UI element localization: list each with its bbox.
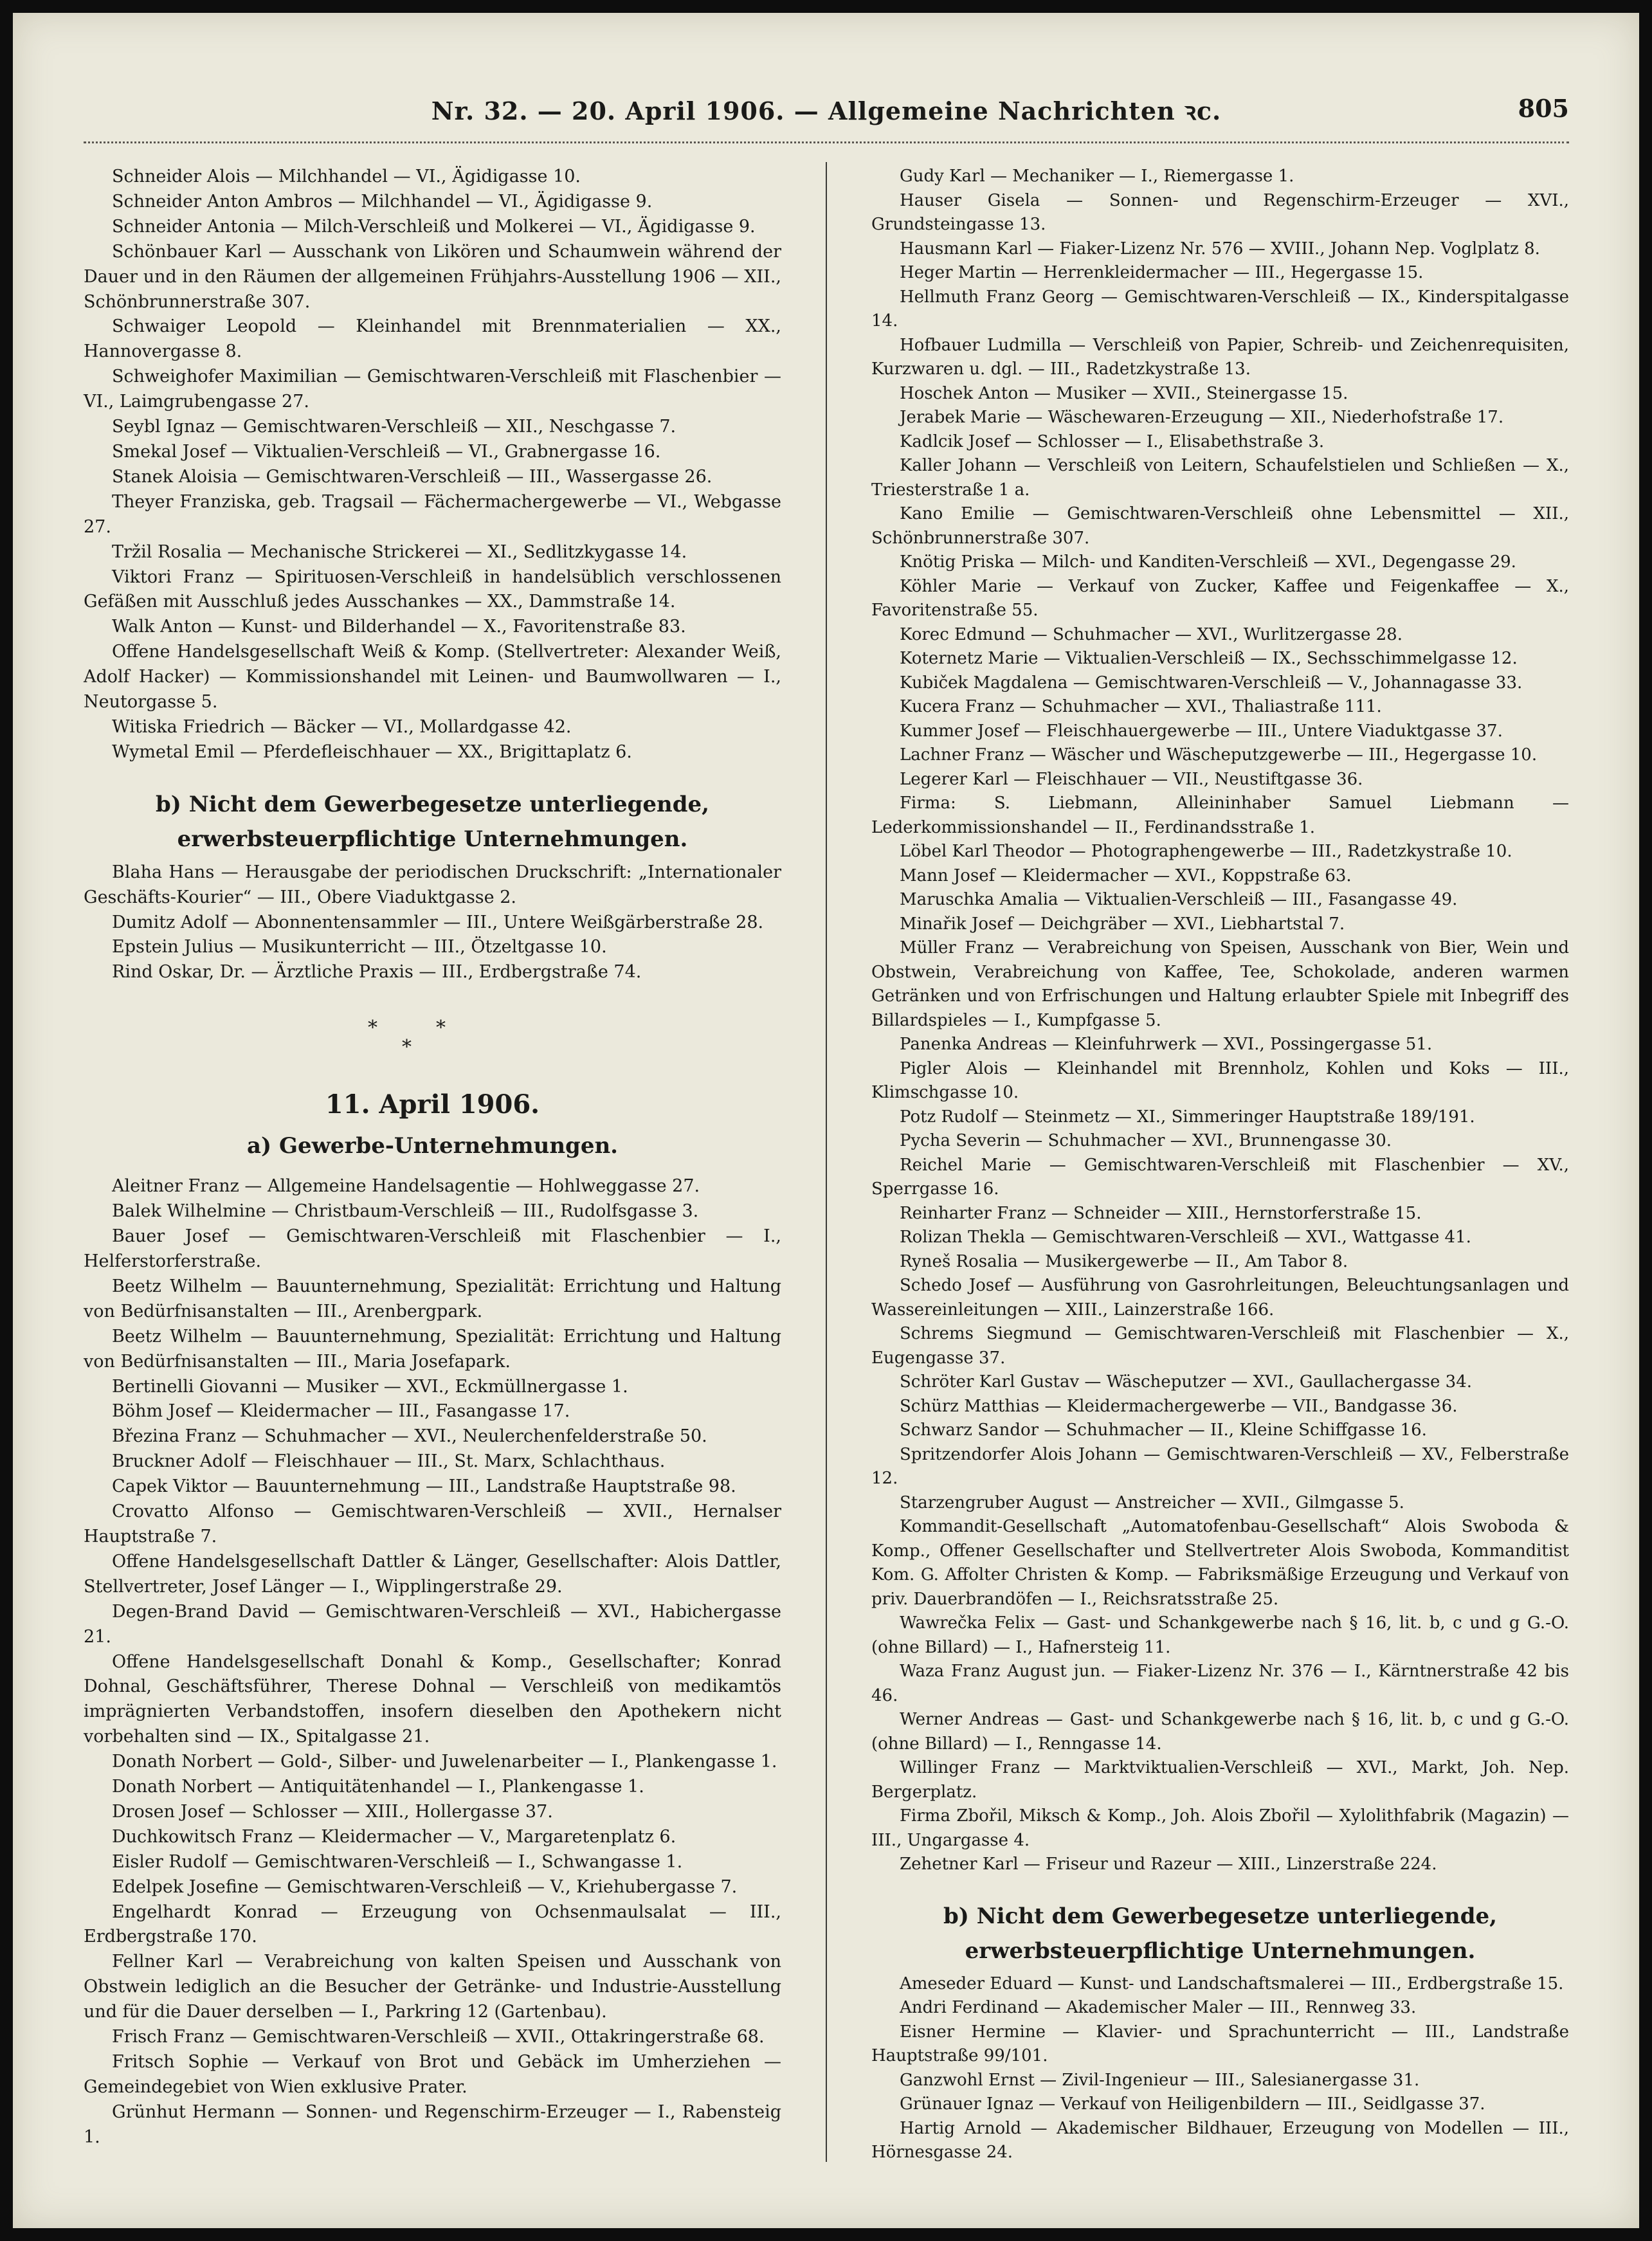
list-entry: Reichel Marie — Gemischtwaren-Verschleiß mit Flaschenbier — XV., Sperrgasse 16. xyxy=(871,1155,1569,1199)
list-entry: Drosen Josef — Schlosser — XIII., Hollergasse 37. xyxy=(112,1801,553,1822)
list-entry: Bertinelli Giovanni — Musiker — XVI., Eckmüllnergasse 1. xyxy=(112,1376,628,1397)
list-entry: Willinger Franz — Marktviktualien-Verschleiß — XVI., Markt, Joh. Nep. Bergerplatz. xyxy=(871,1758,1569,1802)
list-entry: Wawrečka Felix — Gast- und Schankgewerbe nach § 16, lit. b, c und g G.-O. (ohne Billard) — I., Hafnersteig 11. xyxy=(871,1613,1569,1657)
list-entry: Ameseder Eduard — Kunst- und Landschaftsmalerei — III., Erdbergstraße 15. xyxy=(900,1973,1564,1993)
list-entry: Aleitner Franz — Allgemeine Handelsagentie — Hohlweggasse 27. xyxy=(112,1176,700,1197)
list-entry: Lachner Franz — Wäscher und Wäscheputzgewerbe — III., Hegergasse 10. xyxy=(900,745,1538,765)
list-entry: Wymetal Emil — Pferdefleischhauer — XX., Brigittaplatz 6. xyxy=(112,741,632,762)
list-entry: Ryneš Rosalia — Musikergewerbe — II., Am Tabor 8. xyxy=(900,1251,1348,1271)
list-entry: Duchkowitsch Franz — Kleidermacher — V., Margaretenplatz 6. xyxy=(112,1826,676,1847)
list-entry: Donath Norbert — Gold-, Silber- und Juwelenarbeiter — I., Plankengasse 1. xyxy=(112,1752,777,1772)
entry-list-right-b xyxy=(871,1972,1569,2165)
right-column xyxy=(871,165,1569,2165)
list-entry: Hoschek Anton — Musiker — XVII., Steinergasse 15. xyxy=(900,383,1348,403)
list-entry: Kano Emilie — Gemischtwaren-Verschleiß ohne Lebensmittel — XII., Schönbrunnerstraße 307. xyxy=(871,504,1569,548)
list-entry: Bruckner Adolf — Fleischhauer — III., St. Marx, Schlachthaus. xyxy=(112,1451,666,1472)
list-entry: Knötig Priska — Milch- und Kanditen-Verschleiß — XVI., Degengasse 29. xyxy=(900,552,1516,572)
list-entry: Hauser Gisela — Sonnen- und Regenschirm-Erzeuger — XVI., Grundsteingasse 13. xyxy=(871,190,1569,234)
section-heading-b-right: b) Nicht dem Gewerbegesetze unterliegende, erwerbsteuerpflichtige Unternehmungen. xyxy=(943,1903,1497,1964)
list-entry: Balek Wilhelmine — Christbaum-Verschleiß — III., Rudolfsgasse 3. xyxy=(112,1201,699,1222)
header-divider xyxy=(84,141,1569,149)
list-entry: Eisler Rudolf — Gemischtwaren-Verschleiß — I., Schwangasse 1. xyxy=(112,1851,683,1872)
list-entry: Fritsch Sophie — Verkauf von Brot und Gebäck im Umherziehen — Gemeindegebiet von Wien exklusive Prater. xyxy=(84,2052,781,2097)
newspaper-page xyxy=(13,13,1639,2228)
list-entry: Schedo Josef — Ausführung von Gasrohrleitungen, Beleuchtungsanlagen und Wassereinleitungen — XIII., Lainzerstraße 166. xyxy=(871,1276,1569,1320)
list-entry: Crovatto Alfonso — Gemischtwaren-Verschleiß — XVII., Hernalser Hauptstraße 7. xyxy=(84,1502,781,1547)
list-entry: Koternetz Marie — Viktualien-Verschleiß — IX., Sechsschimmelgasse 12. xyxy=(900,649,1518,668)
list-entry: Mann Josef — Kleidermacher — XVI., Koppstraße 63. xyxy=(900,866,1352,885)
list-entry: Beetz Wilhelm — Bauunternehmung, Spezialität: Errichtung und Haltung von Bedürfnisanstalten — III., Maria Josefapark. xyxy=(84,1326,781,1372)
list-entry: Müller Franz — Verabreichung von Speisen, Ausschank von Bier, Wein und Obstwein, Verabreichung von Kaffee, Tee, Schokolade, anderen warmen Getränken und von Erfrischungen und Haltung erlaubter Spiele mit Inbegriff des Billardspieles — I., Kumpfgasse 5. xyxy=(871,938,1569,1030)
entry-list-left-a xyxy=(84,1174,781,2150)
list-entry: Walk Anton — Kunst- und Bilderhandel — X., Favoritenstraße 83. xyxy=(112,617,686,637)
list-entry: Schneider Antonia — Milch-Verschleiß und Molkerei — VI., Ägidigasse 9. xyxy=(112,216,756,237)
list-entry: Gudy Karl — Mechaniker — I., Riemergasse 1. xyxy=(900,167,1294,186)
list-entry: Schneider Alois — Milchhandel — VI., Ägidigasse 10. xyxy=(112,167,581,186)
list-entry: Smekal Josef — Viktualien-Verschleiß — VI., Grabnergasse 16. xyxy=(112,441,661,462)
list-entry: Kaller Johann — Verschleiß von Leitern, Schaufelstielen und Schließen — X., Triesterstraße 1 a. xyxy=(871,456,1569,500)
list-entry: Waza Franz August jun. — Fiaker-Lizenz Nr. 376 — I., Kärntnerstraße 42 bis 46. xyxy=(871,1662,1569,1705)
list-entry: Grünhut Hermann — Sonnen- und Regenschirm-Erzeuger — I., Rabensteig 1. xyxy=(84,2101,781,2147)
list-entry: Korec Edmund — Schuhmacher — XVI., Wurlitzergasse 28. xyxy=(900,624,1402,644)
list-entry: Minařik Josef — Deichgräber — XVI., Liebhartstal 7. xyxy=(900,914,1345,934)
list-entry: Jerabek Marie — Wäschewaren-Erzeugung — XII., Niederhofstraße 17. xyxy=(900,408,1504,427)
list-entry: Panenka Andreas — Kleinfuhrwerk — XVI., Possingergasse 51. xyxy=(900,1035,1433,1054)
list-entry: Březina Franz — Schuhmacher — XVI., Neulerchenfelderstraße 50. xyxy=(112,1426,707,1447)
list-entry: Heger Martin — Herrenkleidermacher — III., Hegergasse 15. xyxy=(900,263,1424,282)
column-divider xyxy=(826,162,827,2162)
list-entry: Engelhardt Konrad — Erzeugung von Ochsenmaulsalat — III., Erdbergstraße 170. xyxy=(84,1901,781,1947)
list-entry: Schönbauer Karl — Ausschank von Likören und Schaumwein während der Dauer und in den Räumen der allgemeinen Frühjahrs-Ausstellung 1906 — XII., Schönbrunnerstraße 307. xyxy=(84,241,781,312)
entry-list-left-top xyxy=(84,165,781,765)
list-entry: Andri Ferdinand — Akademischer Maler — III., Rennweg 33. xyxy=(900,1998,1417,2017)
list-entry: Theyer Franziska, geb. Tragsail — Fächermachergewerbe — VI., Webgasse 27. xyxy=(84,491,781,537)
list-entry: Donath Norbert — Antiquitätenhandel — I., Plankengasse 1. xyxy=(112,1777,644,1797)
list-entry: Schrems Siegmund — Gemischtwaren-Verschleiß mit Flaschenbier — X., Eugengasse 37. xyxy=(871,1324,1569,1368)
list-entry: Rolizan Thekla — Gemischtwaren-Verschleiß — XVI., Wattgasse 41. xyxy=(900,1228,1471,1247)
list-entry: Zehetner Karl — Friseur und Razeur — XIII., Linzerstraße 224. xyxy=(900,1855,1437,1874)
list-entry: Spritzendorfer Alois Johann — Gemischtwaren-Verschleiß — XV., Felberstraße 12. xyxy=(871,1444,1569,1488)
list-entry: Eisner Hermine — Klavier- und Sprachunterricht — III., Landstraße Hauptstraße 99/101. xyxy=(871,2022,1569,2065)
list-entry: Kadlcik Josef — Schlosser — I., Elisabethstraße 3. xyxy=(900,431,1325,451)
date-heading: 11. April 1906. xyxy=(325,1089,540,1120)
list-entry: Kubiček Magdalena — Gemischtwaren-Verschleiß — V., Johannagasse 33. xyxy=(900,673,1523,693)
section-heading-b-left: b) Nicht dem Gewerbegesetze unterliegende, erwerbsteuerpflichtige Unternehmungen. xyxy=(156,791,709,852)
list-entry: Kucera Franz — Schuhmacher — XVI., Thaliastraße 111. xyxy=(900,697,1382,716)
list-entry: Hellmuth Franz Georg — Gemischtwaren-Verschleiß — IX., Kinderspitalgasse 14. xyxy=(871,287,1569,331)
list-entry: Firma: S. Liebmann, Alleininhaber Samuel Liebmann — Lederkommissionshandel — II., Ferdinandsstraße 1. xyxy=(871,794,1569,837)
list-entry: Schneider Anton Ambros — Milchhandel — VI., Ägidigasse 9. xyxy=(112,191,653,212)
list-entry: Schürz Matthias — Kleidermachergewerbe — VII., Bandgasse 36. xyxy=(900,1396,1458,1416)
list-entry: Schweighofer Maximilian — Gemischtwaren-Verschleiß mit Flaschenbier — VI., Laimgrubengasse 27. xyxy=(84,367,781,412)
list-entry: Degen-Brand David — Gemischtwaren-Verschleiß — XVI., Habichergasse 21. xyxy=(84,1601,781,1647)
entry-list-right-a xyxy=(871,165,1569,1877)
list-entry: Edelpek Josefine — Gemischtwaren-Verschleiß — V., Kriehubergasse 7. xyxy=(112,1876,738,1897)
list-entry: Tržil Rosalia — Mechanische Strickerei — XI., Sedlitzkygasse 14. xyxy=(112,541,687,562)
list-entry: Capek Viktor — Bauunternehmung — III., Landstraße Hauptstraße 98. xyxy=(112,1476,736,1497)
list-entry: Reinharter Franz — Schneider — XIII., Hernstorferstraße 15. xyxy=(900,1203,1422,1223)
list-entry: Schröter Karl Gustav — Wäscheputzer — XVI., Gaullachergasse 34. xyxy=(900,1372,1473,1392)
separator-star: * xyxy=(368,1017,377,1040)
page-header xyxy=(84,94,1569,139)
left-column xyxy=(84,165,781,2150)
list-entry: Beetz Wilhelm — Bauunternehmung, Spezialität: Errichtung und Haltung von Bedürfnisanstalten — III., Arenbergpark. xyxy=(84,1276,781,1321)
list-entry: Rind Oskar, Dr. — Ärztliche Praxis — III., Erdbergstraße 74. xyxy=(112,962,642,983)
page-number: 805 xyxy=(1518,94,1569,123)
list-entry: Epstein Julius — Musikunterricht — III., Ötzeltgasse 10. xyxy=(112,937,607,957)
list-entry: Kommandit-Gesellschaft „Automatofenbau-Gesellschaft“ Alois Swoboda & Komp., Offener Gesellschafter und Stellvertreter Alois Swoboda, Kommanditist Kom. G. Affolter Christen & Komp. — Fabriksmäßige Erzeugung und Verkauf von priv. Dauerbrandöfen — I., Reichsratsstraße 25. xyxy=(871,1517,1569,1609)
separator-star: * xyxy=(402,1036,412,1059)
list-entry: Legerer Karl — Fleischhauer — VII., Neustiftgasse 36. xyxy=(900,769,1363,789)
list-entry: Hofbauer Ludmilla — Verschleiß von Papier, Schreib- und Zeichenrequisiten, Kurzwaren u. dgl. — III., Radetzkystraße 13. xyxy=(871,335,1569,379)
list-entry: Hartig Arnold — Akademischer Bildhauer, Erzeugung von Modellen — III., Hörnesgasse 24. xyxy=(871,2118,1569,2162)
list-entry: Seybl Ignaz — Gemischtwaren-Verschleiß — XII., Neschgasse 7. xyxy=(112,417,676,437)
list-entry: Schwaiger Leopold — Kleinhandel mit Brennmaterialien — XX., Hannovergasse 8. xyxy=(84,316,781,362)
list-entry: Löbel Karl Theodor — Photographengewerbe — III., Radetzkystraße 10. xyxy=(900,842,1512,861)
list-entry: Böhm Josef — Kleidermacher — III., Fasangasse 17. xyxy=(112,1401,570,1422)
list-entry: Werner Andreas — Gast- und Schankgewerbe nach § 16, lit. b, c und g G.-O. (ohne Billard) — I., Renngasse 14. xyxy=(871,1710,1569,1754)
list-entry: Potz Rudolf — Steinmetz — XI., Simmeringer Hauptstraße 189/191. xyxy=(900,1107,1475,1127)
list-entry: Fellner Karl — Verabreichung von kalten Speisen und Ausschank von Obstwein lediglich an die Besucher der Getränke- und Industrie-Ausstellung und für die Dauer derselben — I., Parkring 12 (Gartenbau). xyxy=(84,1952,781,2022)
list-entry: Hausmann Karl — Fiaker-Lizenz Nr. 576 — XVIII., Johann Nep. Voglplatz 8. xyxy=(900,239,1540,259)
separator-star: * xyxy=(436,1017,446,1040)
list-entry: Offene Handelsgesellschaft Donahl & Komp., Gesellschafter; Konrad Dohnal, Geschäftsführer, Therese Dohnal — Verschleiß von medikamtös imprägnierten Verbandstoffen, insofern dieselben den Apothekern nicht vorbehalten sind — IX., Spitalgasse 21. xyxy=(84,1651,781,1747)
section-heading-a: a) Gewerbe-Unternehmungen. xyxy=(246,1133,619,1159)
list-entry: Firma Zbořil, Miksch & Komp., Joh. Alois Zbořil — Xylolithfabrik (Magazin) — III., Ungargasse 4. xyxy=(871,1806,1569,1850)
entry-list-left-b xyxy=(84,860,781,986)
list-entry: Schwarz Sandor — Schuhmacher — II., Kleine Schiffgasse 16. xyxy=(900,1420,1427,1440)
header-title: Nr. 32. — 20. April 1906. — Allgemeine Nachrichten ꝛc. xyxy=(431,96,1222,125)
list-entry: Pigler Alois — Kleinhandel mit Brennholz, Kohlen und Koks — III., Klimschgasse 10. xyxy=(871,1058,1569,1102)
list-entry: Köhler Marie — Verkauf von Zucker, Kaffee und Feigenkaffee — X., Favoritenstraße 55. xyxy=(871,576,1569,620)
list-entry: Blaha Hans — Herausgabe der periodischen Druckschrift: „Internationaler Geschäfts-Kourier“ — III., Obere Viaduktgasse 2. xyxy=(84,862,781,907)
list-entry: Offene Handelsgesellschaft Weiß & Komp. (Stellvertreter: Alexander Weiß, Adolf Hacker) — Kommissionshandel mit Leinen- und Baumwollwaren — I., Neutorgasse 5. xyxy=(84,642,781,712)
list-entry: Maruschka Amalia — Viktualien-Verschleiß — III., Fasangasse 49. xyxy=(900,890,1458,909)
list-entry: Stanek Aloisia — Gemischtwaren-Verschleiß — III., Wassergasse 26. xyxy=(112,466,713,487)
list-entry: Bauer Josef — Gemischtwaren-Verschleiß mit Flaschenbier — I., Helferstorferstraße. xyxy=(84,1226,781,1271)
list-entry: Dumitz Adolf — Abonnentensammler — III., Untere Weißgärberstraße 28. xyxy=(112,912,764,932)
list-entry: Grünauer Ignaz — Verkauf von Heiligenbildern — III., Seidlgasse 37. xyxy=(900,2094,1485,2114)
list-entry: Frisch Franz — Gemischtwaren-Verschleiß — XVII., Ottakringerstraße 68. xyxy=(112,2027,765,2047)
section-separator xyxy=(84,1016,781,1074)
list-entry: Ganzwohl Ernst — Zivil-Ingenieur — III., Salesianergasse 31. xyxy=(900,2070,1420,2090)
list-entry: Kummer Josef — Fleischhauergewerbe — III., Untere Viaduktgasse 37. xyxy=(900,721,1503,741)
list-entry: Starzengruber August — Anstreicher — XVII., Gilmgasse 5. xyxy=(900,1492,1404,1512)
list-entry: Offene Handelsgesellschaft Dattler & Länger, Gesellschafter: Alois Dattler, Stellvertreter, Josef Länger — I., Wipplingerstraße 29. xyxy=(84,1551,781,1597)
list-entry: Pycha Severin — Schuhmacher — XVI., Brunnengasse 30. xyxy=(900,1131,1392,1150)
list-entry: Viktori Franz — Spirituosen-Verschleiß in handelsüblich verschlossenen Gefäßen mit Ausschluß jedes Ausschankes — XX., Dammstraße 14. xyxy=(84,567,781,612)
list-entry: Witiska Friedrich — Bäcker — VI., Mollardgasse 42. xyxy=(112,716,572,737)
